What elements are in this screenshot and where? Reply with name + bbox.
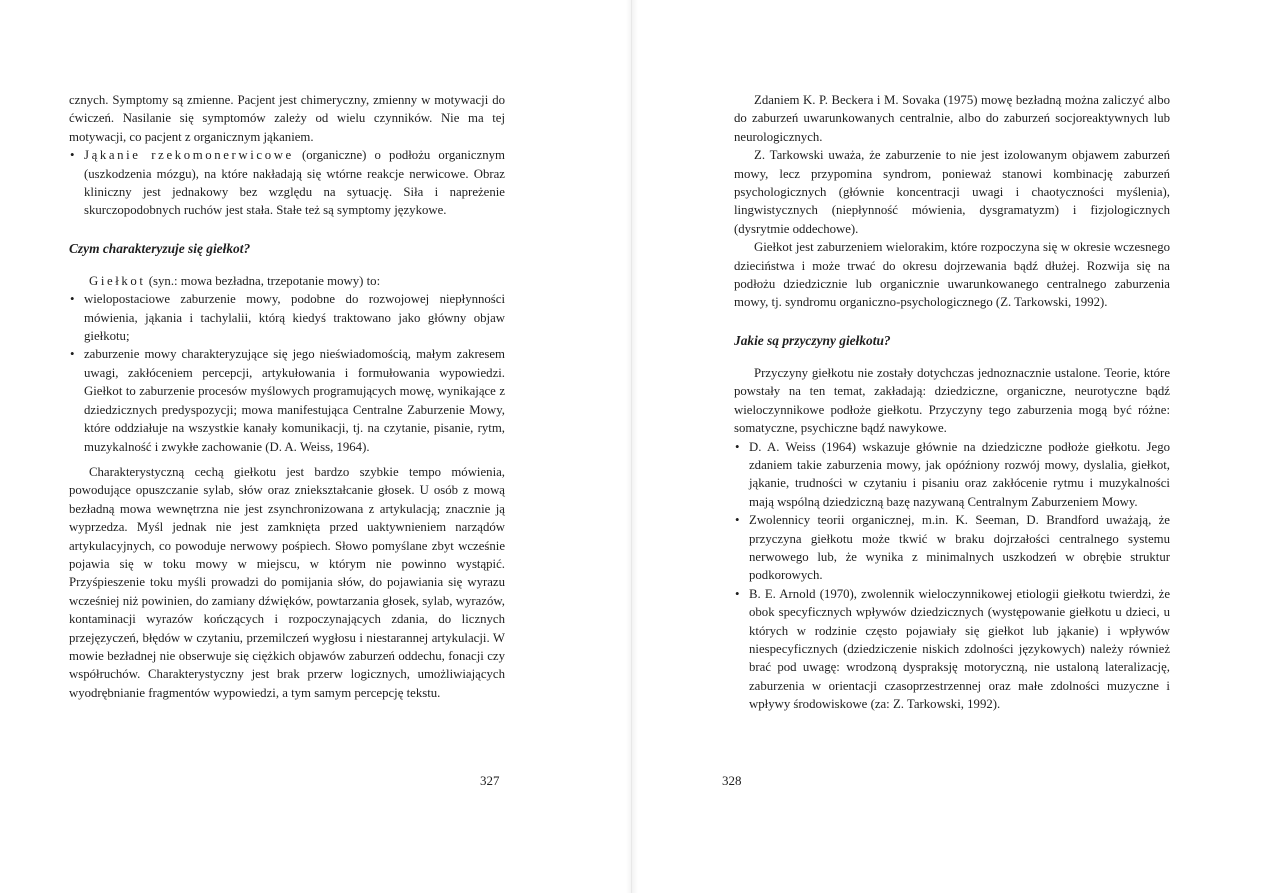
book-gutter: [626, 0, 638, 893]
section-heading: Czym charakteryzuje się giełkot?: [69, 240, 251, 256]
list-item-text: B. E. Arnold (1970), zwolennik wieloczynnikowej etiologii giełkotu twierdzi, że obok specyficznych wpływów dziedzicznych (występowanie giełkotu u dzieci, u których w rodzinie często pojawiały się giełkot lub jąkanie) i wpływów niespecyficznych (dziedziczenie niskich zdolności językowych) należy również brać pod uwagę: wrodzoną dyspraksję motoryczną, nie ustaloną lateralizację, zaburzenia w orientacji czasoprzestrzennej oraz małe zdolności muzyczne i wpływy środowiskowe (za: Z. Tarkowski, 1992).: [749, 586, 1170, 712]
body-paragraph: Z. Tarkowski uważa, że zaburzenie to nie jest izolowanym objawem zaburzeń mowy, lecz przypomina syndrom, ponieważ stanowi kombinację zaburzeń psychologicznych (głównie koncentracji uwagi i chaotyczności myślenia), lingwistycznych (niepłynność mówienia, dysgramatyzm) i fizjologicznych (dysrytmie oddechowe).: [734, 148, 1170, 236]
list-item: [69, 146, 505, 220]
term-spaced: Giełkot: [89, 273, 146, 288]
list-item: [734, 511, 1170, 585]
definition-list: [69, 290, 505, 456]
type-list: [69, 146, 505, 220]
definition-intro: [69, 272, 505, 290]
list-item: [734, 585, 1170, 714]
cause-list: [734, 438, 1170, 714]
right-text-column: [734, 91, 1170, 714]
definition-intro-text: (syn.: mowa bezładna, trzepotanie mowy) to:: [145, 273, 381, 288]
body-paragraph: Giełkot jest zaburzeniem wielorakim, które rozpoczyna się w okresie wczesnego dzieciństwa i może trwać do okresu dojrzewania bądź dłużej. Rozwija się na podłożu dziedzicznie lub organicznie uwarunkowanego centralnego zaburzenia mowy, tj. syndromu organiczno-psychologicznego (Z. Tarkowski, 1992).: [734, 240, 1170, 310]
list-item-text: wielopostaciowe zaburzenie mowy, podobne do rozwojowej niepłynności mówienia, jąkania i tachylalii, którą kiedyś traktowano jako główny objaw giełkotu;: [84, 292, 505, 344]
left-text-column: [69, 91, 505, 702]
bullet-mark: •: [735, 439, 740, 454]
list-item-text: D. A. Weiss (1964) wskazuje głównie na dziedziczne podłoże giełkotu. Jego zdaniem takie zaburzenia mowy, jak opóźniony rozwój mowy, dyslalia, giełkot, jąkanie, trudności w czytaniu i pisaniu oraz zakłócenie rytmu i muzykalności mają wspólną dziedziczną bazę nazywaną Centralnym Zaburzeniem Mowy.: [749, 439, 1170, 509]
term-spaced: Jąkanie rzekomonerwicowe: [84, 148, 294, 163]
list-item: [69, 345, 505, 455]
list-item-text: (organiczne) o podłożu organicznym (uszkodzenia mózgu), na które nakładają się wtórne reakcje nerwicowe. Obraz kliniczny jest jednakowy bez względu na sytuację. Siła i napreżenie skurczopodobnych ruchów jest stała. Stałe też są symptomy językowe.: [84, 148, 505, 218]
list-item: [734, 438, 1170, 512]
body-paragraph: Zdaniem K. P. Beckera i M. Sovaka (1975) mowę bezładną można zaliczyć albo do zaburzeń uwarunkowanych centralnie, albo do zaburzeń socjoreaktywnych lub neurologicznych.: [734, 93, 1170, 144]
list-item-text: Zwolennicy teorii organicznej, m.in. K. Seeman, D. Brandford uważają, że przyczyna giełkotu może tkwić w braku dojrzałości centralnego systemu nerwowego lub, że wynika z minimalnych uszkodzeń w obrębie struktur podkorowych.: [749, 513, 1170, 583]
bullet-mark: •: [735, 513, 740, 528]
continuation-paragraph: cznych. Symptomy są zmienne. Pacjent jest chimeryczny, zmienny w motywacji do ćwiczeń. Nasilanie się symptomów zależy od wielu czynników. Nie ma tej motywacji, co pacjent z organicznym jąkaniem.: [69, 93, 505, 144]
list-item-text: zaburzenie mowy charakteryzujące się jego nieświadomością, małym zakresem uwagi, zakłóceniem percepcji, artykułowania i formułowania wypowiedzi. Giełkot to zaburzenie procesów myślowych programujących mowę, wynikające z dziedzicznych predyspozycji; mowa manifestująca Centralne Zaburzenie Mowy, które oddziałuje na wszystkie kanały komunikacji, tj. na czytanie, pisanie, rytm, muzykalność i zwykłe zachowanie (D. A. Weiss, 1964).: [84, 347, 505, 454]
bullet-mark: •: [70, 347, 75, 362]
body-paragraph: Przyczyny giełkotu nie zostały dotychczas jednoznacznie ustalone. Teorie, które powstały na ten temat, zakładają: dziedziczne, organiczne, neurotyczne bądź wieloczynnikowe podłoże giełkotu. Przyczyny tego zaburzenia mogą być różne: somatyczne, psychiczne bądź nawykowe.: [734, 365, 1170, 436]
bullet-mark: •: [70, 292, 75, 307]
bullet-mark: •: [735, 586, 740, 601]
body-paragraph: Charakterystyczną cechą giełkotu jest bardzo szybkie tempo mówienia, powodujące opuszczanie sylab, słów oraz zniekształcanie głosek. U osób z mową bezładną mowa wewnętrzna nie jest zsynchronizowana z artykulacją; znacznie ją wyprzedza. Myśl jednak nie jest zamknięta przed uaktywnieniem narządów artykulacyjnych, co powoduje nerwowy pośpiech. Słowo pomyślane zbyt wcześnie pojawia się w toku mowy w miejscu, w którym nie powinno wystąpić. Przyśpieszenie toku myśli prowadzi do pomijania słów, do pojawiania się wyrazu wcześniej niż powinien, do zamiany dźwięków, powtarzania głosek, sylab, wyrazów, kontaminacji wyrazów kończących i rozpoczynających zdania, do licznych przejęzyczeń, błędów w czytaniu, przemilczeń wygłosu i niestarannej artykulacji. W mowie bezładnej nie obserwuje się ciężkich objawów zaburzeń oddechu, fonacji czy współruchów. Charakterystyczny jest brak przerw logicznych, umożliwiających wyodrębnianie fragmentów wypowiedzi, a tym samym percepcję tekstu.: [69, 464, 505, 700]
section-heading: Jakie są przyczyny giełkotu?: [734, 332, 891, 348]
page-number: 328: [722, 773, 742, 788]
page-number: 327: [480, 773, 500, 788]
bullet-mark: •: [70, 148, 75, 163]
left-page: [0, 0, 631, 893]
list-item: [69, 290, 505, 345]
right-page: [632, 0, 1263, 893]
